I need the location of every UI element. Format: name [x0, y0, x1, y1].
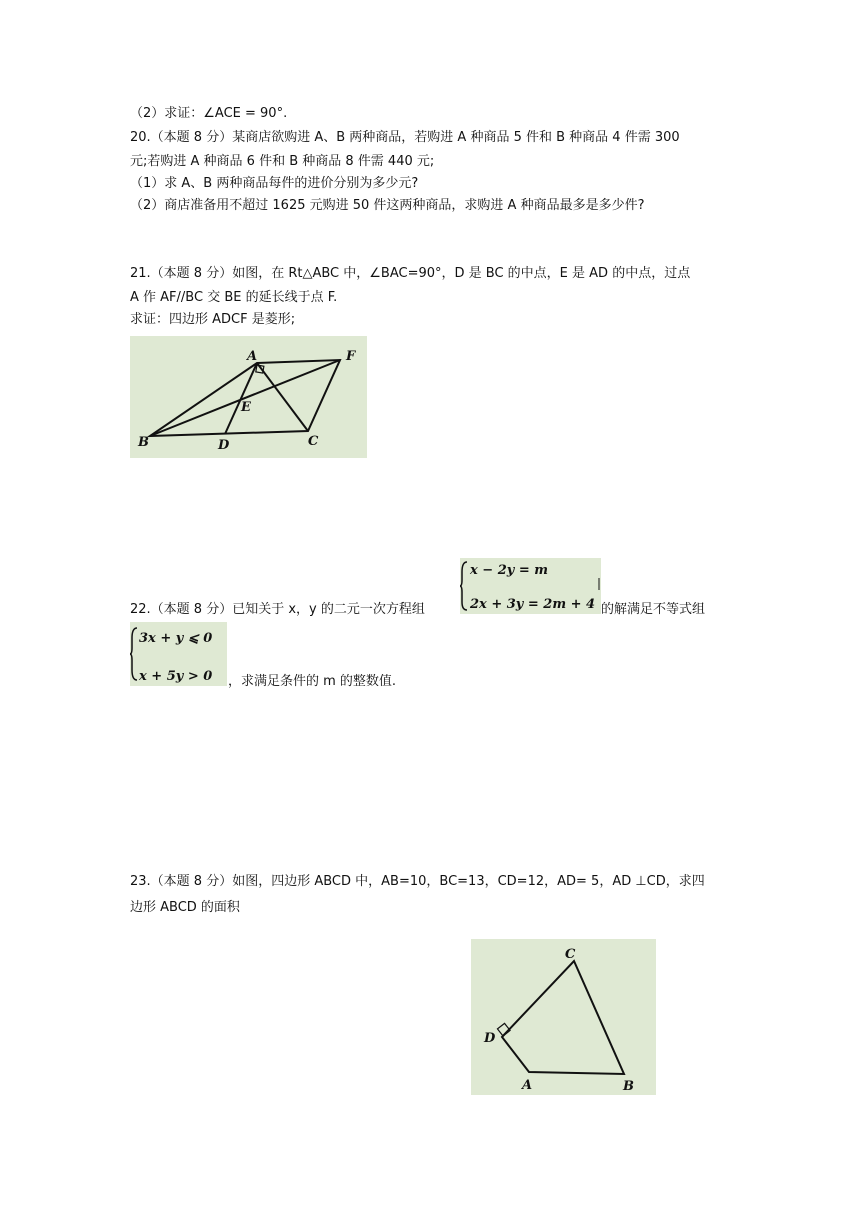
q22-suffix: ，求满足条件的 m 的整数值. [228, 674, 397, 689]
q23-line2: 边形 ABCD 的面积 [130, 900, 240, 915]
q22-mid: 的解满足不等式组 [601, 602, 706, 617]
q22-ineq2: x + 5y > 0 [139, 669, 213, 684]
q23-label-b: B [623, 1079, 634, 1094]
q23-label-d: D [484, 1031, 496, 1046]
q21-label-a: A [247, 349, 258, 364]
q22-inequality-system [130, 622, 227, 686]
q21-label-d: D [218, 438, 230, 453]
q21-label-f: F [346, 349, 356, 364]
q21-line1: 21.（本题 8 分）如图，在 Rt△ABC 中，∠BAC=90°，D 是 BC 的中点，E 是 AD 的中点，过点 [130, 266, 691, 281]
q23-figure [471, 939, 656, 1095]
q21-label-c: C [308, 434, 319, 449]
q22-eq2: 2x + 3y = 2m + 4 [470, 597, 596, 612]
q21-figure [130, 336, 367, 458]
q21-line2: A 作 AF//BC 交 BE 的延长线于点 F. [130, 290, 338, 305]
q21-label-e: E [241, 400, 251, 415]
q22-ineq1: 3x + y ⩽ 0 [139, 631, 213, 646]
q22-eq1: x − 2y = m [470, 563, 548, 578]
q23-line1: 23.（本题 8 分）如图，四边形 ABCD 中，AB=10，BC=13，CD=12，AD= 5，AD ⊥CD，求四 [130, 874, 705, 889]
q19-part2: （2）求证：∠ACE = 90°. [130, 106, 288, 121]
q20-line1: 20.（本题 8 分）某商店欲购进 A、B 两种商品，若购进 A 种商品 5 件和 B 种商品 4 件需 300 [130, 130, 680, 145]
q22-prefix: 22.（本题 8 分）已知关于 x，y 的二元一次方程组 [130, 602, 425, 617]
q21-line3: 求证：四边形 ADCF 是菱形; [130, 312, 296, 327]
q20-part2: （2）商店准备用不超过 1625 元购进 50 件这两种商品，求购进 A 种商品最多是多少件? [130, 198, 645, 213]
q23-label-c: C [565, 947, 576, 962]
q20-line2: 元;若购进 A 种商品 6 件和 B 种商品 8 件需 440 元; [130, 154, 435, 169]
q23-label-a: A [522, 1078, 533, 1093]
q21-label-b: B [138, 435, 149, 450]
q20-part1: （1）求 A、B 两种商品每件的进价分别为多少元? [130, 176, 419, 191]
q22-equation-system [460, 558, 601, 614]
